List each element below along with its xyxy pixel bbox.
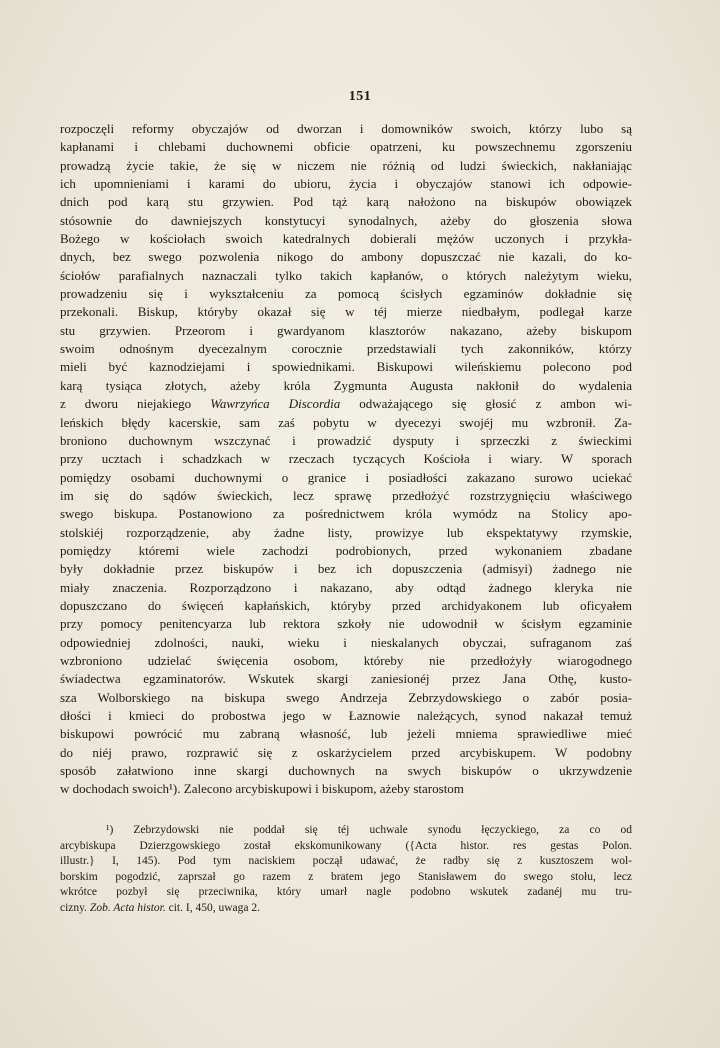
text-line: prowadzą życie takie, że się w niczem nie różnią od ludzi świeckich, nakłaniając xyxy=(60,157,632,173)
text-line: Bożego w kościołach swoich katedralnych dobierali mężów uczonych i przykła- xyxy=(60,231,632,247)
text-line: karą tysiąca złotych, ażeby króla Zygmunta Augusta nakłonił do wydalenia xyxy=(60,377,632,393)
text-line: miały znaczenia. Rozporządzono i nakazano, aby odtąd żadnego kleryka nie xyxy=(60,579,632,595)
footnote-line: wkrótce pozbył się przeciwnika, który umarł nagle podobno wskutek zadanéj mu tru- xyxy=(60,886,632,899)
text-line: stolskiéj rozporządzenie, aby żadne listy, prowizye lub ekspektatywy rzymskie, xyxy=(60,524,632,540)
text-line: stu grzywien. Przeorom i gwardyanom klasztorów nakazano, ażeby biskupom xyxy=(60,322,632,338)
page-number: 151 xyxy=(348,89,372,104)
text-line: przy pomocy penitencyarza lub rektora szkoły nie udowodnił w ścisłym egzaminie xyxy=(60,616,632,632)
text-line: dnych, bez swego pozwolenia nikogo do ambony dopuszczać nie kazali, do ko- xyxy=(60,249,632,265)
text-line: ich upomnieniami i karami do ubioru, życia i obyczajów stanowi ich odpowie- xyxy=(60,176,632,192)
text-line: dopuszczano do święceń kapłańskich, któryby przed archidyakonem lub oficyałem xyxy=(60,597,632,613)
text-line: prowadzeniu się i wykształceniu za pomocą ścisłych egzaminów dokładnie się xyxy=(60,286,632,302)
text-line: odpowiedniej zdolności, nauki, wieku i nieskalanych obyczai, sufraganom zaś xyxy=(60,634,632,650)
footnote-line: illustr.} I, 145). Pod tym naciskiem począł udawać, że radby się z kusztoszem wol- xyxy=(60,855,632,868)
text-line: były dokładnie przez biskupów i bez ich dopuszczenia (admisyi) żadnego nie xyxy=(60,561,632,577)
main-text xyxy=(60,120,632,799)
text-line: w dochodach swoich¹). Zalecono arcybiskupowi i biskupom, ażeby starostom xyxy=(60,781,464,797)
text-line: dnich pod karą stu grzywien. Pod tąż karą nałożono na biskupów obowiązek xyxy=(60,194,632,210)
text-line: przy ucztach i schadzkach w rzeczach tyczących Kościoła i wiary. W sporach xyxy=(60,451,632,467)
text-line: pomiędzy osobami duchownymi o granice i posiadłości zakazano surowo uciekać xyxy=(60,469,632,485)
text-line: wzbroniono udzielać święcenia osobom, któreby nie przedłożyły wiarogodnego xyxy=(60,652,632,668)
text-line: im się do sądów świeckich, lecz sprawę przedłożyć rozstrzygnięciu właściwego xyxy=(60,487,632,503)
text-line: broniono duchownym wszczynać i prowadzić dysputy i sprzeczki z świeckimi xyxy=(60,432,632,448)
footnote-line: cizny. Zob. Acta histor. cit. I, 450, uwaga 2. xyxy=(60,901,260,914)
text-line: przekonali. Biskup, któryby okazał się w téj mierze niedbałym, podlegał karze xyxy=(60,304,632,320)
text-line: stósownie do dawniejszych konstytucyi synodalnych, ażeby do głoszenia słowa xyxy=(60,212,632,228)
text-line: swego biskupa. Postanowiono za pośrednictwem króla wymódz na Stolicy apo- xyxy=(60,506,632,522)
text-line: sza Wolborskiego na biskupa swego Andrzeja Zebrzydowskiego o zabór posia- xyxy=(60,689,632,705)
text-line: rozpoczęli reformy obyczajów od dworzan i domowników swoich, którzy lubo są xyxy=(60,121,632,136)
footnote-line: ¹) Zebrzydowski nie poddał się téj uchwale synodu łęczyckiego, za co od xyxy=(106,824,632,836)
footnote-line: borskim pogodzić, zaprszał go razem z bratem jego Stanisławem do swego stołu, lecz xyxy=(60,870,632,883)
text-line: mieli być kaznodziejami i spowiednikami. Biskupowi wileńskiemu polecono pod xyxy=(60,359,632,375)
text-line: świadectwa egzaminatorów. Wskutek skargi zaniesionéj przez Jana Othę, kusto- xyxy=(60,671,632,687)
text-line: swoim odnośnym dyecezalnym corocznie przedstawiali tych zakonników, którzy xyxy=(60,341,632,357)
footnote-line: arcybiskupa Dzierzgowskiego został ekskomunikowany ({Acta histor. res gestas Polon. xyxy=(60,839,632,852)
text-line: sposób załatwiono inne skargi duchownych na swych biskupów o ukrzywdzenie xyxy=(60,763,632,779)
text-line: ściołów parafialnych naznaczali tylko takich kapłanów, o których należytym wieku, xyxy=(60,267,632,283)
text-line: leńskich błędy kacerskie, sam zaś pobytu w dyecezyi swojéj mu wzbronił. Za- xyxy=(60,414,632,430)
text-line: pomiędzy któremi wiele zachodzi podrobionych, przed wykonaniem zbadane xyxy=(60,542,632,558)
text-line: dłości i kmieci do probostwa jego w Łaznowie należących, synod nakazał temuż xyxy=(60,708,632,723)
text-line: do niéj prawo, rozprawić się z oskarżycielem przed arcybiskupem. W podobny xyxy=(60,744,632,760)
text-line: z dworu niejakiego Wawrzyńca Discordia odważającego się głosić z ambon wi- xyxy=(60,396,632,412)
text-line: biskupowi powrócić mu zabraną własność, lub jeżeli mniema sprawiedliwe mieć xyxy=(60,726,632,742)
footnotes xyxy=(60,823,632,917)
text-line: kapłanami i chlebami duchownemi obficie opatrzeni, ku powszechnemu zgorszeniu xyxy=(60,139,632,155)
